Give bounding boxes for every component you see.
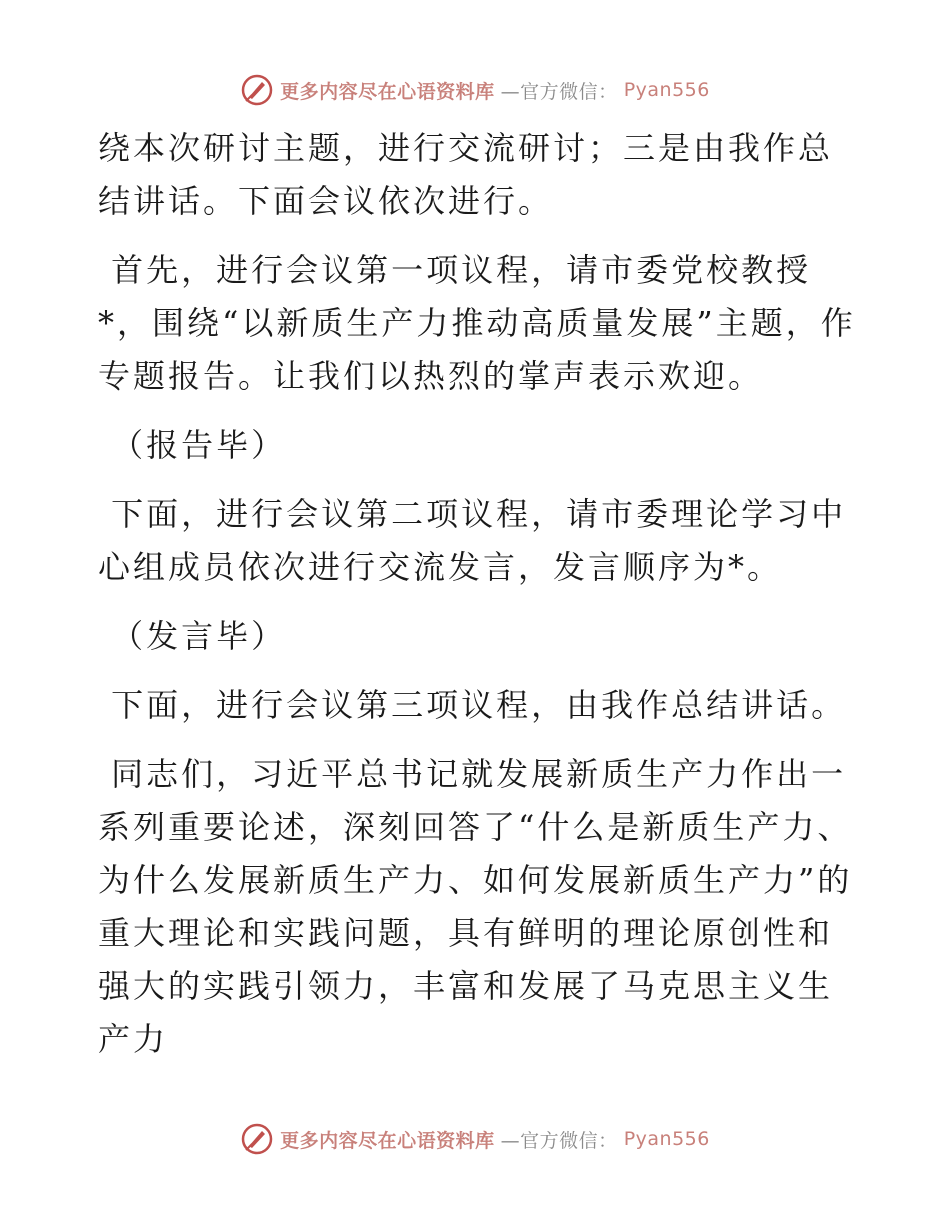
- header-watermark: [0, 73, 950, 107]
- paragraph-3: （报告毕）: [98, 426, 287, 464]
- paragraph-7: 同志们，习近平总书记就发展新质生产力作出一系列重要论述，深刻回答了“什么是新质生产力、为什么发展新质生产力、如何发展新质生产力”的重大理论和实践问题，具有鲜明的理论原创性和强大的实践引领力，丰富和发展了马克思主义生产力: [98, 755, 853, 1058]
- watermark-sub-text: —官方微信：: [500, 1129, 618, 1152]
- watermark-wechat-id: Pyan556: [623, 1128, 710, 1150]
- paragraph-5: （发言毕）: [98, 617, 287, 655]
- watermark-main-text: 更多内容尽在心语资料库: [280, 80, 495, 103]
- watermark-main-text: 更多内容尽在心语资料库: [280, 1129, 495, 1152]
- watermark-wechat-id: Pyan556: [623, 79, 710, 101]
- paragraph-1: 绕本次研讨主题，进行交流研讨；三是由我作总结讲话。下面会议依次进行。: [98, 129, 834, 220]
- paragraph-2: 首先，进行会议第一项议程，请市委党校教授*，围绕“以新质生产力推动高质量发展”主题，作专题报告。让我们以热烈的掌声表示欢迎。: [98, 251, 856, 395]
- quill-seal-icon: [240, 1122, 274, 1156]
- quill-seal-icon: [240, 73, 274, 107]
- watermark-sub-text: —官方微信：: [500, 80, 618, 103]
- document-body: [98, 122, 858, 1082]
- paragraph-6: 下面，进行会议第三项议程，由我作总结讲话。: [98, 686, 847, 724]
- footer-watermark: [0, 1122, 950, 1156]
- paragraph-4: 下面，进行会议第二项议程，请市委理论学习中心组成员依次进行交流发言，发言顺序为*。: [98, 495, 847, 586]
